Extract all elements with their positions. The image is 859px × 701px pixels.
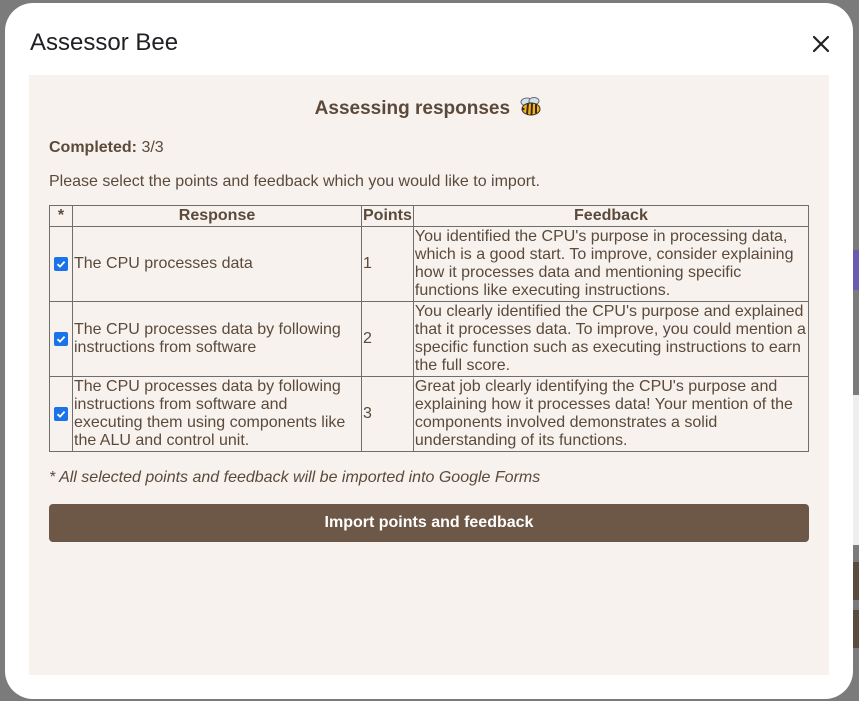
results-table	[49, 205, 809, 452]
column-header-response: Response	[73, 206, 362, 227]
response-cell: The CPU processes data by following instructions from software and executing them using components like the ALU and control unit.	[73, 377, 362, 452]
background-page-fragment	[852, 395, 859, 545]
completed-status	[49, 139, 164, 157]
checkmark-icon	[56, 334, 66, 344]
close-icon	[812, 35, 830, 53]
row-checkbox[interactable]	[54, 332, 68, 346]
response-cell: The CPU processes data by following instructions from software	[73, 302, 362, 377]
panel-heading-text: Assessing responses	[314, 98, 511, 119]
checkmark-icon	[56, 259, 66, 269]
dialog-title: Assessor Bee	[30, 29, 179, 56]
completed-label: Completed:	[49, 139, 137, 156]
import-note: * All selected points and feedback will be imported into Google Forms	[49, 469, 541, 486]
background-page-fragment	[852, 250, 859, 290]
response-cell: The CPU processes data	[73, 227, 362, 302]
instruction-text: Please select the points and feedback which you would like to import.	[49, 173, 540, 190]
feedback-cell: Great job clearly identifying the CPU's purpose and explaining how it processes data! Your mention of the components involved demonstrates a solid understanding of its functions.	[413, 377, 808, 452]
assessment-panel	[29, 75, 829, 675]
bee-icon	[519, 97, 543, 123]
background-page-fragment	[852, 562, 859, 600]
row-checkbox[interactable]	[54, 257, 68, 271]
select-cell	[50, 227, 73, 302]
column-header-points: Points	[362, 206, 414, 227]
column-header-select: *	[50, 206, 73, 227]
feedback-cell: You clearly identified the CPU's purpose and explained that it processes data. To improve, you could mention a specific function such as executing instructions to earn the full score.	[413, 302, 808, 377]
background-page-fragment	[852, 610, 859, 648]
select-cell	[50, 302, 73, 377]
points-cell: 2	[362, 302, 414, 377]
checkmark-icon	[56, 409, 66, 419]
points-cell: 3	[362, 377, 414, 452]
assessor-dialog	[5, 3, 853, 699]
row-checkbox[interactable]	[54, 407, 68, 421]
feedback-cell: You identified the CPU's purpose in processing data, which is a good start. To improve, consider explaining how it processes data and mentioning specific functions like executing instructions.	[413, 227, 808, 302]
points-cell: 1	[362, 227, 414, 302]
select-cell	[50, 377, 73, 452]
table-row	[50, 227, 809, 302]
import-button[interactable]: Import points and feedback	[49, 504, 809, 542]
panel-heading	[29, 97, 829, 123]
column-header-feedback: Feedback	[413, 206, 808, 227]
table-row	[50, 302, 809, 377]
table-header-row	[50, 206, 809, 227]
close-button[interactable]	[805, 28, 837, 60]
table-row	[50, 377, 809, 452]
completed-value: 3/3	[141, 139, 164, 156]
